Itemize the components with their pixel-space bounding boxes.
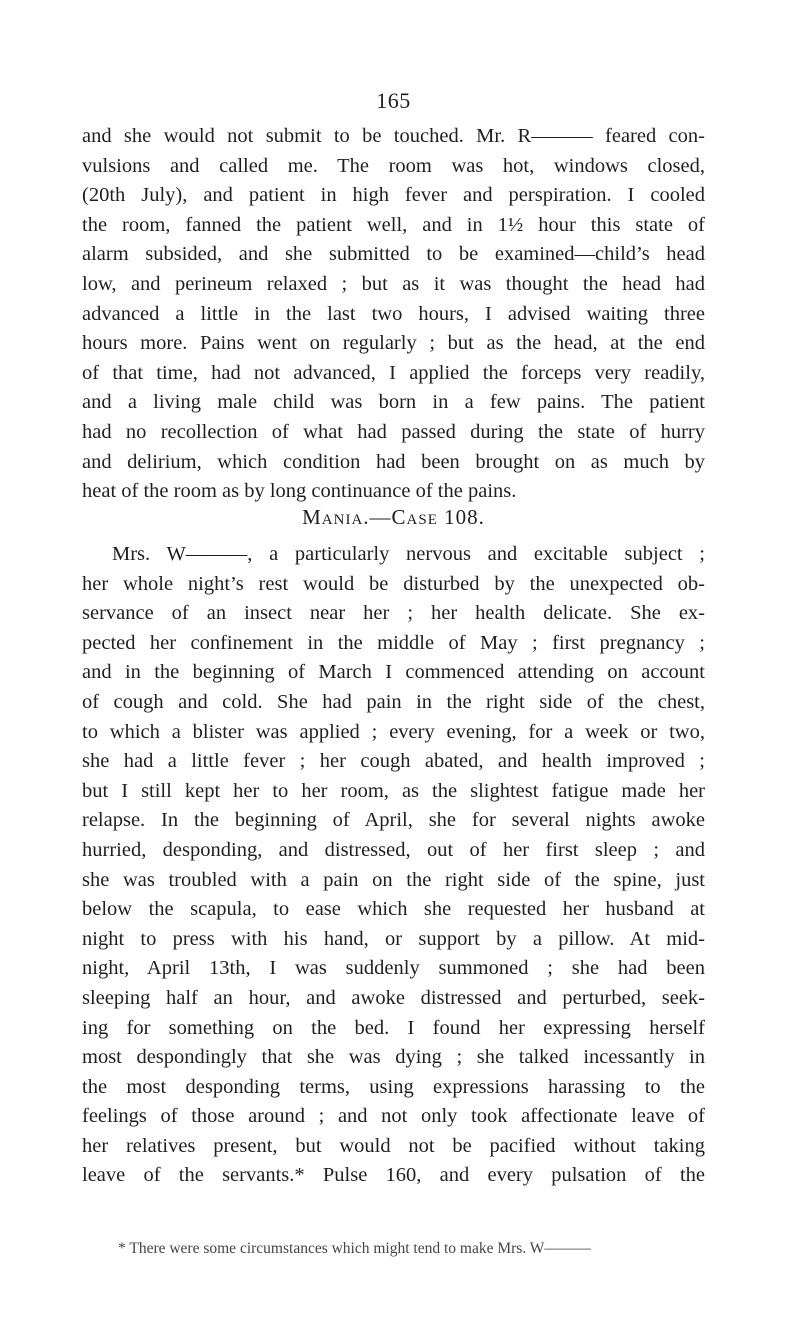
text-line: advanced a little in the last two hours, I advised waiting three	[82, 302, 705, 325]
text-line: low, and perineum relaxed ; but as it was thought the head had	[82, 272, 705, 295]
text-line: heat of the room as by long continuance of the pains.	[82, 480, 517, 503]
text-line: relapse. In the beginning of April, she for several nights awoke	[82, 809, 705, 832]
text-line: vulsions and called me. The room was hot, windows closed,	[82, 154, 705, 177]
paragraph-continued	[82, 122, 705, 507]
text-line: night, April 13th, I was suddenly summoned ; she had been	[82, 957, 705, 980]
case-paragraph	[82, 540, 705, 1191]
text-line: her whole night’s rest would be disturbed by the unexpected ob-	[82, 572, 705, 595]
text-line: leave of the servants.* Pulse 160, and every pulsation of the	[82, 1164, 705, 1187]
page-number: 165	[376, 88, 411, 113]
text-line: pected her confinement in the middle of May ; first pregnancy ;	[82, 631, 705, 654]
text-line: and delirium, which condition had been brought on as much by	[82, 450, 705, 473]
text-line: night to press with his hand, or support by a pillow. At mid-	[82, 927, 705, 950]
text-line: Mrs. W———, a particularly nervous and excitable subject ;	[112, 543, 705, 565]
text-line: had no recollection of what had passed during the state of hurry	[82, 420, 705, 443]
section-heading: Mania.—Case 108.	[302, 505, 485, 529]
text-line: hurried, desponding, and distressed, out of her first sleep ; and	[82, 838, 705, 861]
text-line: sleeping half an hour, and awoke distressed and perturbed, seek-	[82, 986, 705, 1009]
text-line: below the scapula, to ease which she requested her husband at	[82, 898, 705, 921]
text-line: she had a little fever ; her cough abated, and health improved ;	[82, 750, 705, 773]
footnote: * There were some circumstances which might tend to make Mrs. W———	[118, 1240, 591, 1257]
text-line: hours more. Pains went on regularly ; but as the head, at the end	[82, 332, 705, 355]
text-line: and she would not submit to be touched. Mr. R——— feared con-	[82, 125, 705, 147]
text-line: the most desponding terms, using expressions harassing to the	[82, 1075, 705, 1098]
text-line: but I still kept her to her room, as the slightest fatigue made her	[82, 779, 705, 802]
text-line: feelings of those around ; and not only took affectionate leave of	[82, 1105, 705, 1128]
text-line: most despondingly that she was dying ; she talked incessantly in	[82, 1046, 705, 1069]
text-line: of cough and cold. She had pain in the right side of the chest,	[82, 690, 705, 713]
text-line: alarm subsided, and she submitted to be examined—child’s head	[82, 243, 705, 266]
text-line: she was troubled with a pain on the right side of the spine, just	[82, 868, 705, 891]
text-line: servance of an insect near her ; her health delicate. She ex-	[82, 602, 705, 625]
text-line: the room, fanned the patient well, and in 1½ hour this state of	[82, 213, 705, 236]
text-line: and in the beginning of March I commenced attending on account	[82, 661, 705, 684]
text-line: (20th July), and patient in high fever and perspiration. I cooled	[82, 184, 705, 207]
text-line: of that time, had not advanced, I applied the forceps very readily,	[82, 361, 705, 384]
text-line: her relatives present, but would not be pacified without taking	[82, 1134, 705, 1157]
text-line: to which a blister was applied ; every evening, for a week or two,	[82, 720, 705, 743]
text-line: ing for something on the bed. I found her expressing herself	[82, 1016, 705, 1039]
text-line: and a living male child was born in a few pains. The patient	[82, 391, 705, 414]
